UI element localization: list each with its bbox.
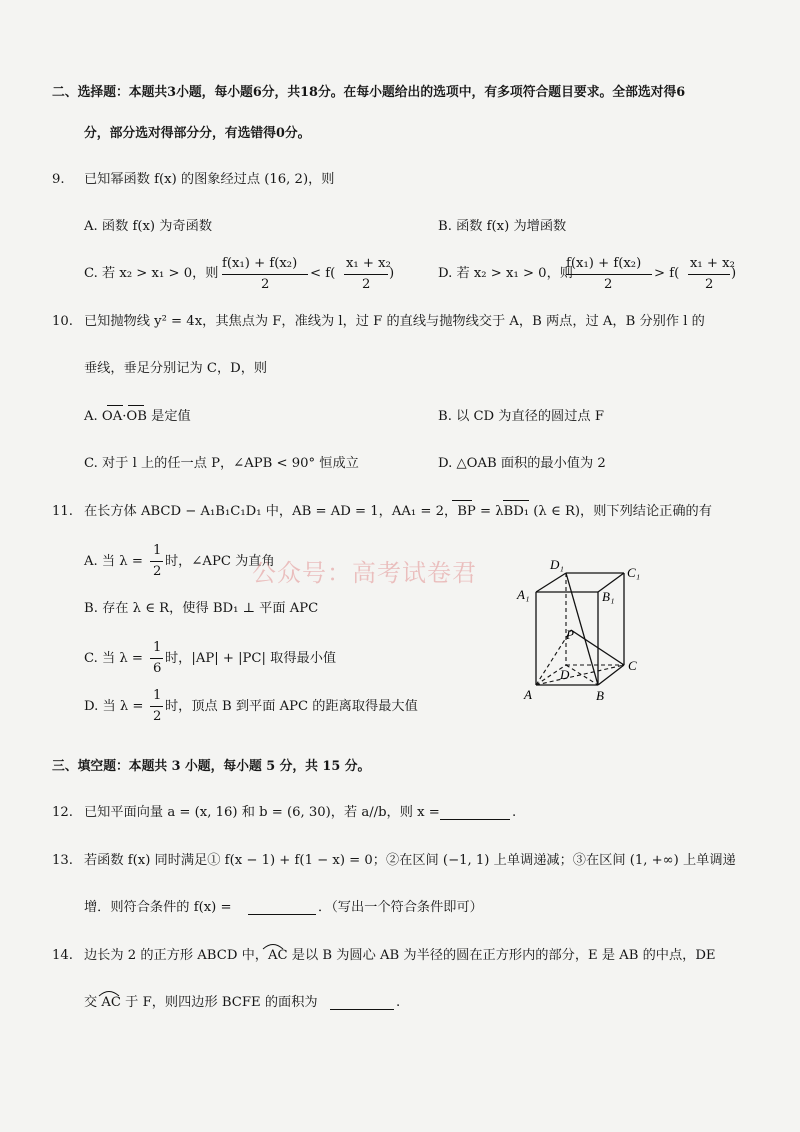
answer-blank xyxy=(248,914,316,915)
label-b: B xyxy=(596,688,604,703)
fraction-numerator: f(x₁) + f(x₂) xyxy=(222,256,298,271)
label-c1: C₁ xyxy=(627,565,641,580)
answer-blank xyxy=(330,1009,394,1010)
question-stem: 已知幂函数 f(x) 的图象经过点 (16, 2)，则 xyxy=(84,172,335,187)
fraction-bar xyxy=(344,274,388,275)
label-p: P xyxy=(566,627,574,642)
section-3-header: 三、填空题：本题共 3 小题，每小题 5 分，共 15 分。 xyxy=(52,759,371,774)
option-d: D. △OAB 面积的最小值为 2 xyxy=(438,456,606,471)
question-number: 11. xyxy=(52,504,73,519)
option-c-relation: < f( xyxy=(310,266,336,281)
question-stem-line1: 若函数 f(x) 同时满足① f(x − 1) + f(1 − x) = 0；②在区间 (−1, 1) 上单调递减；③在区间 (1, +∞) 上单调递 xyxy=(84,853,736,868)
question-end: . xyxy=(396,995,401,1010)
option-c-prefix: C. 当 λ = xyxy=(84,651,143,666)
fraction-denominator: 2 xyxy=(604,277,613,292)
question-number: 12. xyxy=(52,805,73,820)
vector-arrow xyxy=(452,500,472,501)
question-number: 10. xyxy=(52,314,73,329)
answer-blank xyxy=(440,819,510,820)
question-stem-line2-end: ．（写出一个符合条件即可） xyxy=(318,900,483,915)
question-stem-line2: 增．则符合条件的 f(x) = xyxy=(84,900,232,915)
option-d-text: 时，顶点 B 到平面 APC 的距离取得最大值 xyxy=(165,699,418,714)
option-a: A. OA·OB 是定值 xyxy=(84,409,191,424)
question-number: 14. xyxy=(52,948,73,963)
question-text: 已知平面向量 a = (x, 16) 和 b = (6, 30)，若 a//b，则 x = xyxy=(84,805,440,820)
question-stem: 在长方体 ABCD − A₁B₁C₁D₁ 中，AB = AD = 1，AA₁ = 2，BP = λBD₁ (λ ∈ R)，则下列结论正确的有 xyxy=(84,504,712,519)
option-c: C. 对于 l 上的任一点 P，∠APB < 90° 恒成立 xyxy=(84,456,359,471)
option-a-text: 时，∠APC 为直角 xyxy=(165,554,275,569)
fraction-denominator: 2 xyxy=(362,277,371,292)
fraction-bar xyxy=(566,274,652,275)
arc-symbol xyxy=(98,989,120,997)
label-a: A xyxy=(524,687,532,702)
question-number: 9. xyxy=(52,172,65,187)
fraction-denominator: 2 xyxy=(705,277,714,292)
fraction-numerator: 1 xyxy=(153,640,162,655)
option-a: A. 函数 f(x) 为奇函数 xyxy=(84,219,213,234)
fraction-denominator: 2 xyxy=(153,564,162,579)
vector-arrow xyxy=(503,500,529,501)
question-stem-line1: 已知抛物线 y² = 4x，其焦点为 F，准线为 l，过 F 的直线与抛物线交于 A，B 两点，过 A，B 分别作 l 的 xyxy=(84,314,705,329)
vector-arrow xyxy=(128,405,144,406)
section-2-header-line1: 二、选择题：本题共3小题，每小题6分，共18分。在每小题给出的选项中，有多项符合题目要求。全部选对得6 xyxy=(52,85,686,100)
option-c-prefix: C. 若 x₂ > x₁ > 0，则 xyxy=(84,266,219,281)
fraction-numerator: x₁ + x₂ xyxy=(346,256,391,271)
option-b: B. 存在 λ ∈ R，使得 BD₁ ⊥ 平面 APC xyxy=(84,601,319,616)
question-end: . xyxy=(512,805,517,820)
option-a-prefix: A. 当 λ = xyxy=(84,554,143,569)
fraction-numerator: x₁ + x₂ xyxy=(690,256,735,271)
question-stem-line2: 交 AC 于 F，则四边形 BCFE 的面积为 xyxy=(84,995,318,1010)
label-d1: D₁ xyxy=(550,557,564,572)
option-c-text: 时，|AP| + |PC| 取得最小值 xyxy=(165,651,337,666)
option-c-end: ) xyxy=(389,266,395,281)
section-2-header-line2: 分，部分选对得部分分，有选错得0分。 xyxy=(84,126,311,141)
question-stem-line2: 垂线，垂足分别记为 C，D，则 xyxy=(84,361,268,376)
option-d-relation: > f( xyxy=(654,266,680,281)
label-c: C xyxy=(628,658,637,673)
option-b: B. 函数 f(x) 为增函数 xyxy=(438,219,567,234)
label-b1: B₁ xyxy=(602,589,615,604)
watermark: 公众号：高考试卷君 xyxy=(252,559,477,587)
arc-symbol xyxy=(262,942,284,950)
fraction-denominator: 2 xyxy=(261,277,270,292)
fraction-numerator: f(x₁) + f(x₂) xyxy=(566,256,642,271)
fraction-bar xyxy=(150,658,163,659)
fraction-bar xyxy=(688,274,730,275)
option-d-prefix: D. 当 λ = xyxy=(84,699,144,714)
fraction-bar xyxy=(222,274,308,275)
vector-arrow xyxy=(107,405,123,406)
question-stem-line1: 边长为 2 的正方形 ABCD 中，AC 是以 B 为圆心 AB 为半径的圆在正方形内的部分，E 是 AB 的中点，DE xyxy=(84,948,716,963)
fraction-bar xyxy=(150,561,163,562)
fraction-numerator: 1 xyxy=(153,688,162,703)
question-number: 13. xyxy=(52,853,73,868)
fraction-bar xyxy=(150,706,163,707)
cuboid-figure xyxy=(510,555,660,705)
option-b: B. 以 CD 为直径的圆过点 F xyxy=(438,409,604,424)
fraction-denominator: 2 xyxy=(153,709,162,724)
fraction-numerator: 1 xyxy=(153,543,162,558)
label-d: D xyxy=(560,667,570,682)
option-d-prefix: D. 若 x₂ > x₁ > 0，则 xyxy=(438,266,573,281)
fraction-denominator: 6 xyxy=(153,661,162,676)
option-d-end: ) xyxy=(731,266,737,281)
label-a1: A₁ xyxy=(517,587,530,602)
